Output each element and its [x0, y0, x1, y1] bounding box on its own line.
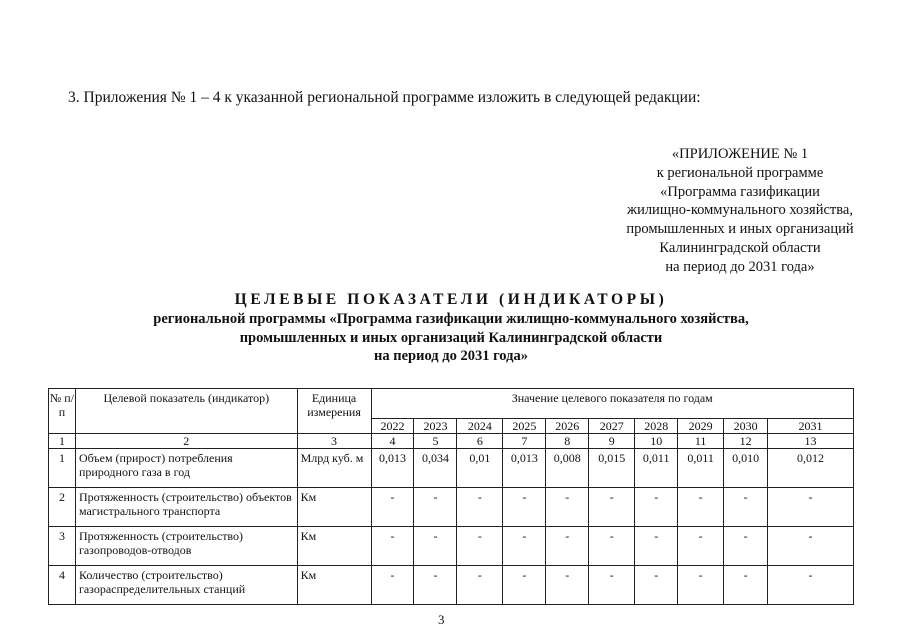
column-number-cell: 9 — [589, 434, 635, 449]
appendix-line: на период до 2031 года» — [665, 258, 815, 275]
column-number-cell: 11 — [678, 434, 724, 449]
value-cell: - — [371, 527, 414, 566]
value-cell: - — [503, 527, 546, 566]
header-no: № п/п — [49, 389, 76, 434]
indicator-cell: Протяженность (строительство) объектов магистрального транспорта — [75, 488, 297, 527]
document-title — [0, 290, 902, 366]
column-number-cell: 12 — [724, 434, 768, 449]
indicator-cell: Объем (прирост) потребления природного газа в год — [75, 449, 297, 488]
value-cell: 0,013 — [371, 449, 414, 488]
value-cell: 0,011 — [635, 449, 678, 488]
year-cell: 2029 — [678, 419, 724, 434]
year-cell: 2022 — [371, 419, 414, 434]
value-cell: - — [768, 527, 854, 566]
header-values: Значение целевого показателя по годам — [371, 389, 853, 419]
value-cell: - — [724, 527, 768, 566]
row-number-cell: 4 — [49, 566, 76, 605]
appendix-line: «Программа газификации — [660, 183, 820, 200]
column-number-cell: 1 — [49, 434, 76, 449]
value-cell: 0,012 — [768, 449, 854, 488]
column-number-cell: 2 — [75, 434, 297, 449]
unit-cell: Млрд куб. м — [297, 449, 371, 488]
unit-cell: Км — [297, 488, 371, 527]
value-cell: - — [589, 488, 635, 527]
value-cell: 0,008 — [546, 449, 589, 488]
column-number-cell: 3 — [297, 434, 371, 449]
value-cell: - — [724, 566, 768, 605]
appendix-line: промышленных и иных организаций — [626, 221, 854, 238]
value-cell: 0,010 — [724, 449, 768, 488]
value-cell: - — [768, 566, 854, 605]
value-cell: - — [457, 488, 503, 527]
row-number-cell: 3 — [49, 527, 76, 566]
column-number-cell: 8 — [546, 434, 589, 449]
indicator-cell: Протяженность (строительство) газопроводов-отводов — [75, 527, 297, 566]
value-cell: - — [371, 488, 414, 527]
unit-cell: Км — [297, 566, 371, 605]
value-cell: - — [457, 566, 503, 605]
page-number: 3 — [438, 612, 445, 627]
appendix-line: Калининградской области — [659, 239, 821, 256]
value-cell: - — [678, 488, 724, 527]
year-cell: 2028 — [635, 419, 678, 434]
value-cell: - — [768, 488, 854, 527]
column-numbers-row — [49, 434, 854, 449]
indicators-table — [48, 388, 854, 605]
value-cell: - — [414, 527, 457, 566]
value-cell: - — [546, 566, 589, 605]
value-cell: - — [546, 527, 589, 566]
table-row — [49, 488, 854, 527]
year-cell: 2027 — [589, 419, 635, 434]
year-cell: 2026 — [546, 419, 589, 434]
table-row — [49, 527, 854, 566]
value-cell: 0,034 — [414, 449, 457, 488]
column-number-cell: 7 — [503, 434, 546, 449]
header-unit: Единица измерения — [297, 389, 371, 434]
value-cell: 0,01 — [457, 449, 503, 488]
value-cell: - — [724, 488, 768, 527]
column-number-cell: 4 — [371, 434, 414, 449]
value-cell: 0,013 — [503, 449, 546, 488]
title-subline: региональной программы «Программа газификации жилищно-коммунального хозяйства, — [153, 311, 749, 327]
value-cell: 0,011 — [678, 449, 724, 488]
row-number-cell: 2 — [49, 488, 76, 527]
value-cell: - — [589, 527, 635, 566]
value-cell: - — [678, 566, 724, 605]
value-cell: - — [457, 527, 503, 566]
title-main: ЦЕЛЕВЫЕ ПОКАЗАТЕЛИ (ИНДИКАТОРЫ) — [234, 291, 668, 308]
value-cell: - — [546, 488, 589, 527]
value-cell: - — [635, 527, 678, 566]
table-header-row — [49, 389, 854, 419]
value-cell: - — [371, 566, 414, 605]
appendix-line: к региональной программе — [656, 164, 824, 181]
value-cell: - — [635, 566, 678, 605]
table-row — [49, 566, 854, 605]
year-cell: 2030 — [724, 419, 768, 434]
year-cell: 2024 — [457, 419, 503, 434]
intro-paragraph: 3. Приложения № 1 – 4 к указанной региональной программе изложить в следующей редакции: — [68, 89, 701, 106]
column-number-cell: 5 — [414, 434, 457, 449]
value-cell: - — [414, 488, 457, 527]
table-row — [49, 449, 854, 488]
year-cell: 2031 — [768, 419, 854, 434]
indicator-cell: Количество (строительство) газораспределительных станций — [75, 566, 297, 605]
value-cell: - — [635, 488, 678, 527]
unit-cell: Км — [297, 527, 371, 566]
column-number-cell: 10 — [635, 434, 678, 449]
value-cell: - — [503, 488, 546, 527]
year-cell: 2025 — [503, 419, 546, 434]
value-cell: - — [414, 566, 457, 605]
header-indicator: Целевой показатель (индикатор) — [75, 389, 297, 434]
row-number-cell: 1 — [49, 449, 76, 488]
year-cell: 2023 — [414, 419, 457, 434]
column-number-cell: 13 — [768, 434, 854, 449]
value-cell: - — [503, 566, 546, 605]
column-number-cell: 6 — [457, 434, 503, 449]
title-subline: промышленных и иных организаций Калининградской области — [239, 329, 663, 346]
appendix-line: жилищно-коммунального хозяйства, — [627, 202, 853, 219]
value-cell: - — [589, 566, 635, 605]
appendix-line: «ПРИЛОЖЕНИЕ № 1 — [671, 146, 809, 162]
value-cell: - — [678, 527, 724, 566]
value-cell: 0,015 — [589, 449, 635, 488]
appendix-header — [600, 145, 880, 277]
title-subline: на период до 2031 года» — [374, 348, 528, 364]
